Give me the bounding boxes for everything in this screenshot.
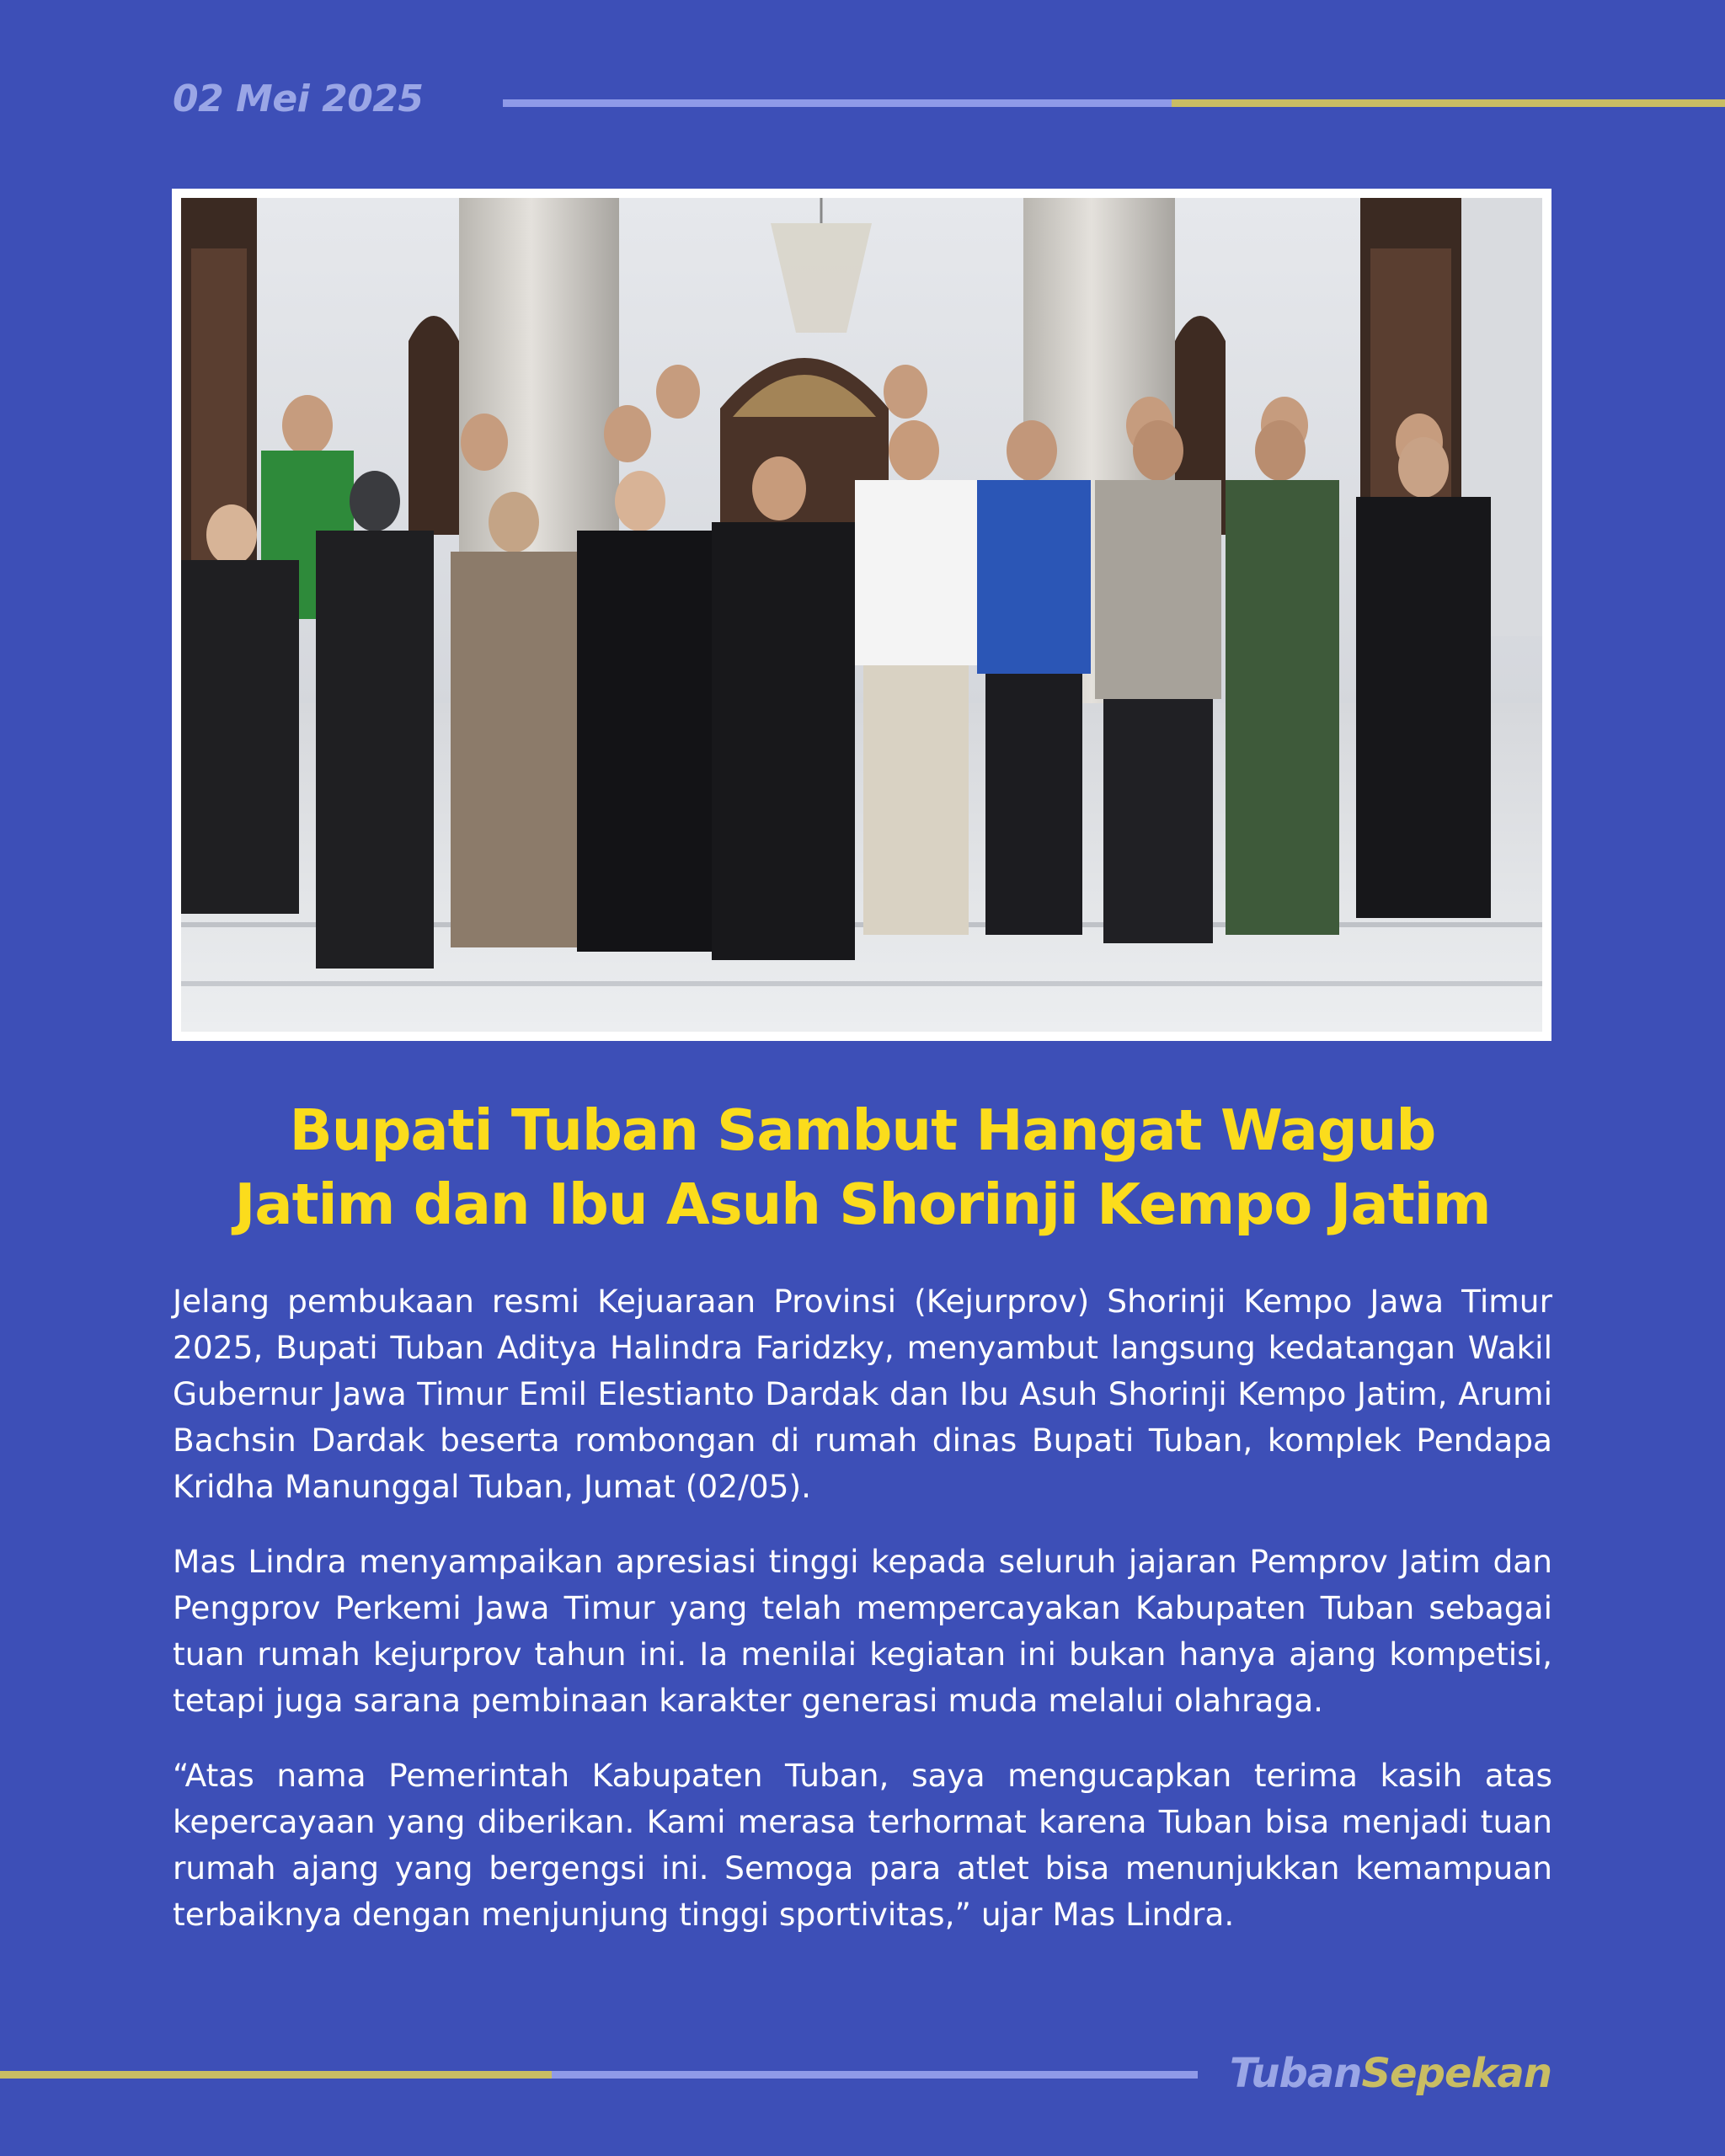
article-headline xyxy=(118,1093,1607,1241)
headline-line-2: Jatim dan Ibu Asuh Shorinji Kempo Jatim xyxy=(234,1171,1491,1237)
brand-part-2: Sepekan xyxy=(1361,2050,1551,2097)
photo-frame xyxy=(172,189,1551,1041)
header-divider-blue xyxy=(503,99,1172,107)
brand-logo xyxy=(1230,2050,1551,2097)
header-divider-gold xyxy=(1172,99,1725,107)
paragraph-2: Mas Lindra menyampaikan apresiasi tinggi kepada seluruh jajaran Pemprov Jatim dan Pengprov Perkemi Jawa Timur yang telah mempercayakan Kabupaten Tuban sebagai tuan rumah kejurprov tahun ini. Ia menilai kegiatan ini bukan hanya ajang kompetisi, tetapi juga sarana pembinaan karakter generasi muda melalui olahraga. xyxy=(173,1543,1552,1719)
publish-date: 02 Mei 2025 xyxy=(173,77,424,120)
paragraph-3: “Atas nama Pemerintah Kabupaten Tuban, saya mengucapkan terima kasih atas kepercayaan yang diberikan. Kami merasa terhormat karena Tuban bisa menjadi tuan rumah ajang yang bergengsi ini. Semoga para atlet bisa menunjukkan kemampuan terbaiknya dengan menjunjung tinggi sportivitas,” ujar Mas Lindra. xyxy=(173,1757,1552,1933)
footer-divider-gold xyxy=(0,2071,552,2079)
headline-line-1: Bupati Tuban Sambut Hangat Wagub xyxy=(289,1097,1436,1163)
article-body xyxy=(173,1278,1552,1967)
group-photo-image xyxy=(181,198,1542,1032)
paragraph-1: Jelang pembukaan resmi Kejuaraan Provinsi (Kejurprov) Shorinji Kempo Jawa Timur 2025, Bupati Tuban Aditya Halindra Faridzky, menyambut langsung kedatangan Wakil Gubernur Jawa Timur Emil Elestianto Dardak dan Ibu Asuh Shorinji Kempo Jatim, Arumi Bachsin Dardak beserta rombongan di rumah dinas Bupati Tuban, komplek Pendapa Kridha Manunggal Tuban, Jumat (02/05). xyxy=(173,1283,1552,1505)
footer-divider-blue xyxy=(552,2071,1198,2079)
brand-part-1: Tuban xyxy=(1229,2050,1362,2097)
